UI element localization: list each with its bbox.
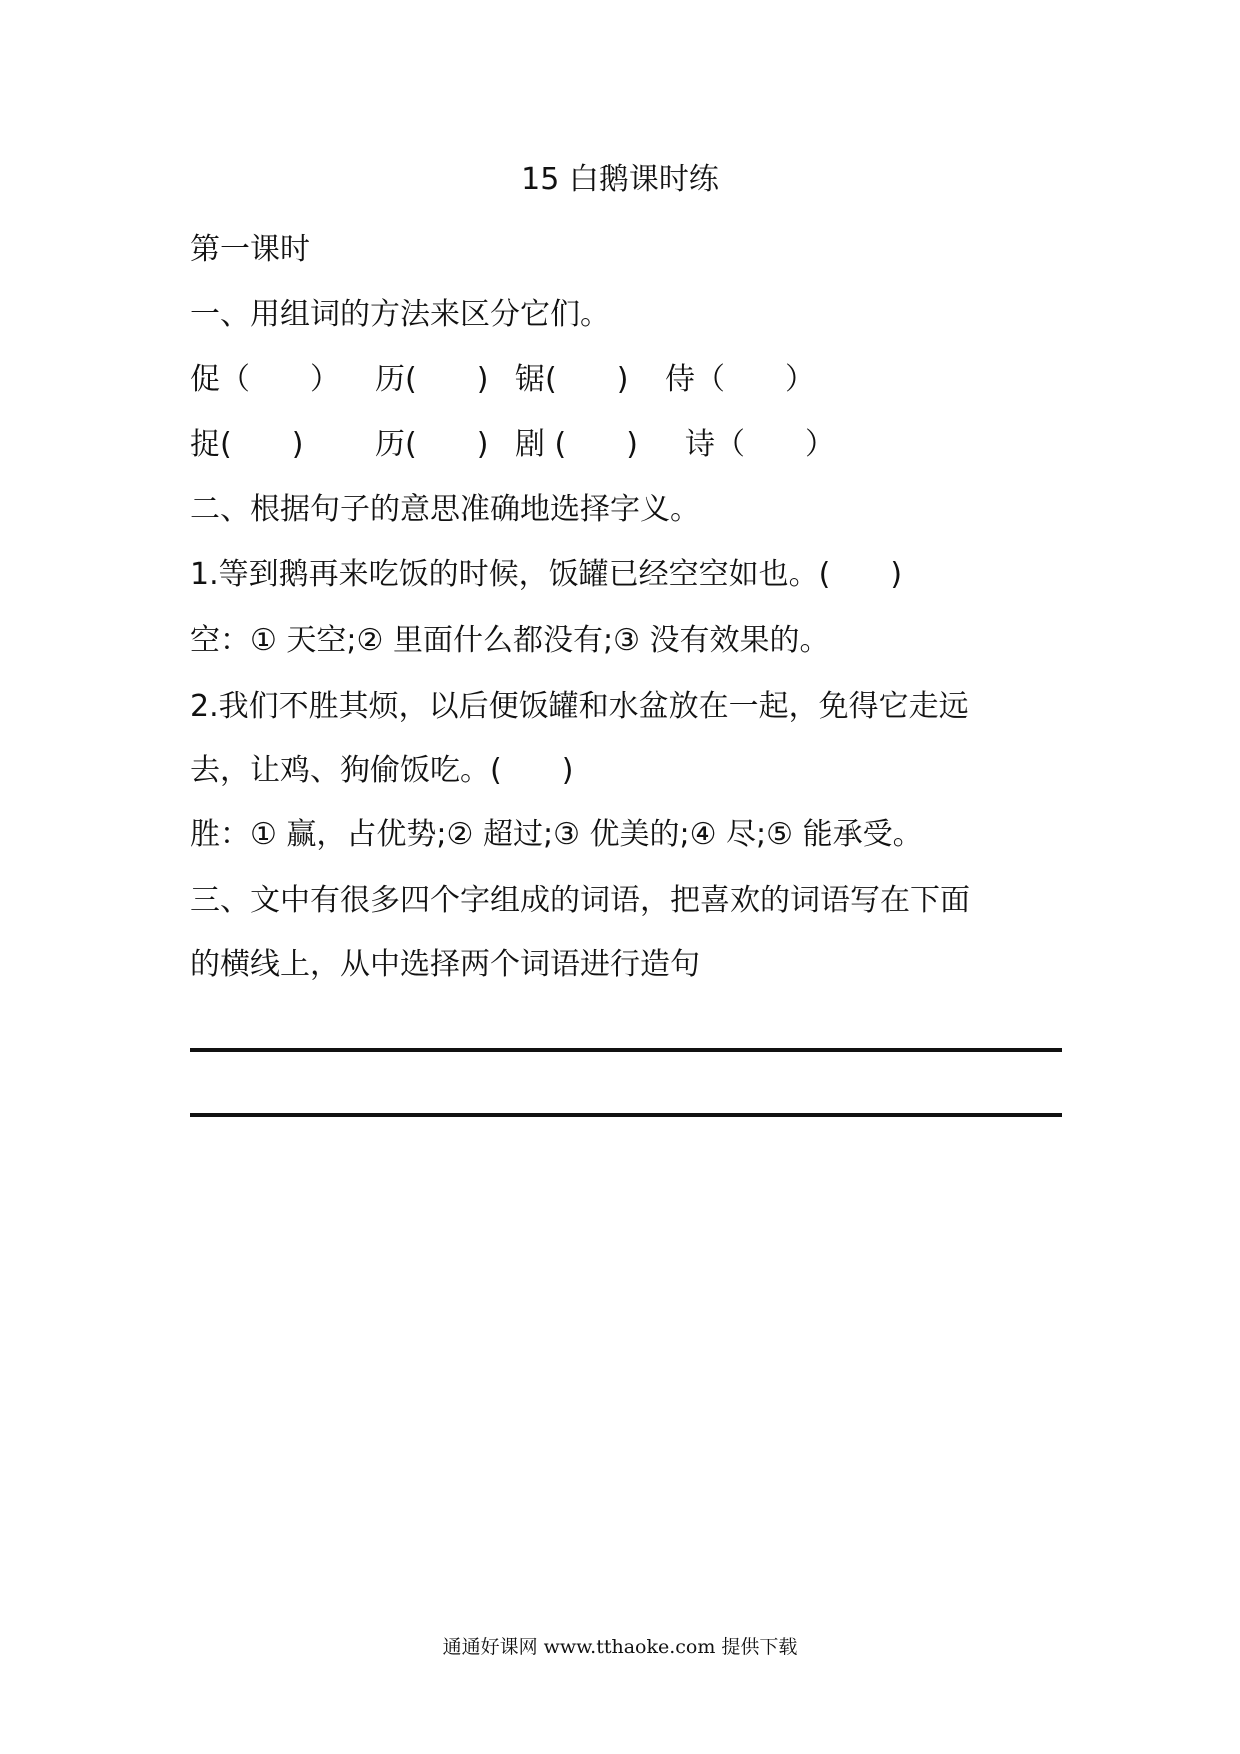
word-blank: 促（ ） — [190, 362, 340, 397]
word-blank: 锯( ) — [515, 362, 629, 397]
word-blank: 捉( ) — [190, 427, 304, 462]
question-1-options: 空：① 天空;② 里面什么都没有;③ 没有效果的。 — [190, 623, 830, 658]
word-blank: 历( ) — [375, 362, 489, 397]
footer-credit: 通通好课网 www.tthaoke.com 提供下载 — [442, 1636, 798, 1658]
word-blank: 剧 ( ) — [515, 427, 638, 462]
word-blank: 诗（ ） — [685, 427, 835, 462]
word-blank: 侍（ ） — [665, 362, 815, 397]
question-2-line-1: 2.我们不胜其烦，以后便饭罐和水盆放在一起，免得它走远 — [190, 689, 969, 724]
section3-heading-line-2: 的横线上，从中选择两个词语进行造句 — [190, 947, 700, 982]
question-1: 1.等到鹅再来吃饭的时候，饭罐已经空空如也。( ) — [190, 557, 903, 592]
word-blank: 历( ) — [375, 427, 489, 462]
section1-heading: 一、用组词的方法来区分它们。 — [190, 297, 610, 332]
page-title: 15 白鹅课时练 — [521, 162, 719, 197]
question-2-options: 胜：① 赢，占优势;② 超过;③ 优美的;④ 尽;⑤ 能承受。 — [190, 817, 923, 852]
answer-line[interactable] — [190, 1048, 1062, 1052]
answer-line[interactable] — [190, 1113, 1062, 1117]
question-2-line-2: 去，让鸡、狗偷饭吃。( ) — [190, 753, 574, 788]
section2-heading: 二、根据句子的意思准确地选择字义。 — [190, 492, 700, 527]
lesson-label: 第一课时 — [190, 232, 310, 267]
section3-heading-line-1: 三、文中有很多四个字组成的词语，把喜欢的词语写在下面 — [190, 883, 970, 918]
